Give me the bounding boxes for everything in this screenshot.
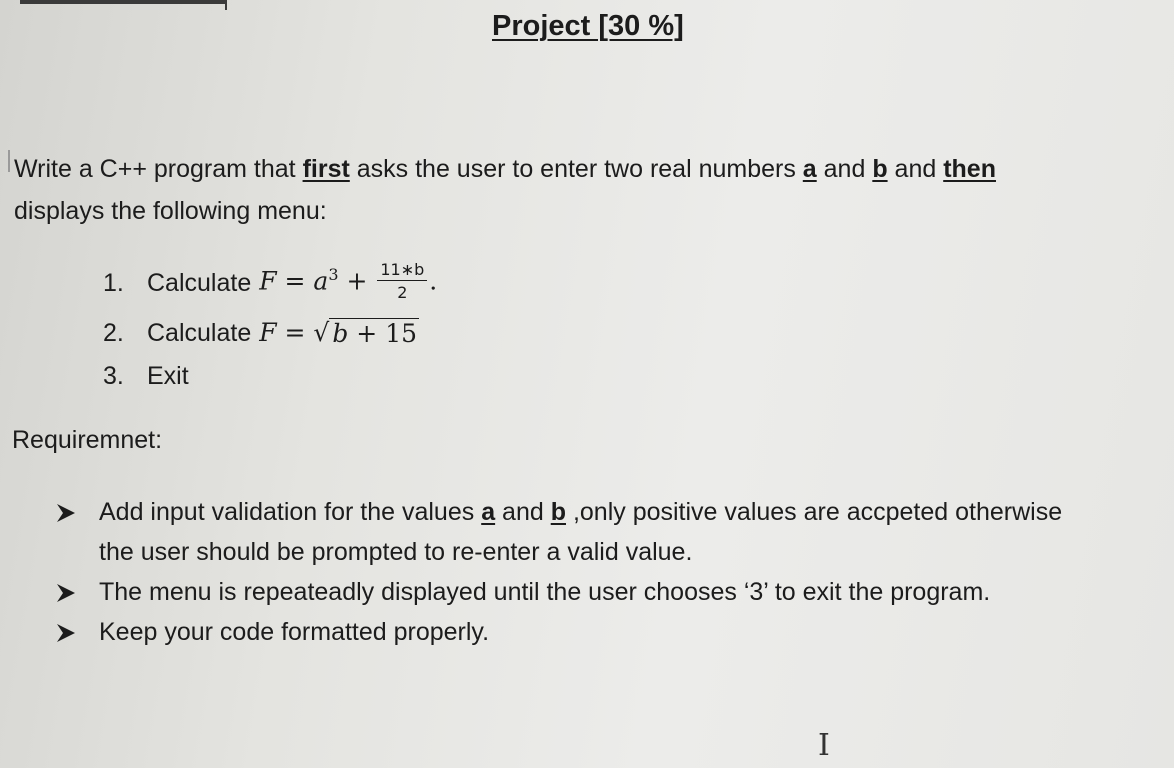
intro-text: asks the user to enter two real numbers [349, 155, 803, 183]
formula-plus: + [346, 266, 368, 296]
formula-1 [251, 262, 437, 304]
top-rule-tick [225, 0, 227, 10]
formula-period: . [429, 266, 438, 296]
requirement-item-repeat-menu [55, 572, 1062, 612]
requirement-text-continued: the user should be prompted to re-enter a valid value. [99, 538, 693, 566]
requirement-variable-a: a [481, 498, 496, 526]
fraction-denominator: 2 [397, 283, 408, 302]
menu-item-label: Calculate [147, 318, 252, 347]
requirements-heading: Requiremnet: [12, 426, 163, 454]
margin-marker [8, 150, 10, 172]
menu-item-calculate-1 [103, 262, 437, 304]
intro-line-1 [14, 148, 996, 190]
fraction-numerator: 11∗b [377, 260, 427, 281]
requirement-text: ,only positive values are accpeted otherwise [566, 498, 1063, 526]
requirement-text: Add input validation for the values [99, 498, 482, 526]
intro-text: and [887, 155, 944, 183]
radicand [329, 318, 419, 348]
arrowhead-bullet-icon [55, 502, 77, 524]
text-cursor-icon: I [818, 728, 830, 763]
intro-line-2: displays the following menu: [14, 197, 327, 225]
formula-lhs: F [259, 318, 277, 347]
intro-text: Write a C++ program that [14, 155, 303, 183]
arrowhead-bullet-icon [55, 582, 77, 604]
requirements-list [55, 492, 1062, 652]
formula-equals: = [284, 266, 306, 296]
menu-item-number: 1. [103, 268, 124, 297]
requirement-text: The menu is repeateadly displayed until the user chooses ‘3’ to exit the program. [99, 578, 991, 606]
menu-item-calculate-2 [103, 318, 419, 348]
intro-emphasis-then: then [943, 155, 996, 183]
square-root [313, 318, 419, 348]
menu-item-number: 2. [103, 318, 124, 347]
requirement-item-validation [55, 492, 1062, 572]
radical-sign: √ [313, 318, 330, 347]
formula-exponent: 3 [328, 265, 339, 285]
formula-2 [251, 318, 419, 348]
radicand-rest: + 15 [348, 319, 418, 348]
formula-base: a [313, 266, 329, 296]
requirement-variable-b: b [550, 498, 566, 526]
intro-emphasis-first: first [302, 155, 350, 183]
menu-item-number: 3. [103, 362, 124, 390]
requirement-text: Keep your code formatted properly. [99, 618, 490, 646]
requirement-text: and [495, 498, 551, 526]
formula-equals: = [284, 318, 306, 347]
formula-fraction [377, 260, 427, 302]
formula-lhs: F [259, 266, 277, 296]
intro-text: and [816, 155, 873, 183]
intro-variable-a: a [802, 155, 817, 183]
page-title: Project [30 %] [492, 10, 684, 42]
requirement-item-formatting [55, 612, 1062, 652]
top-rule [20, 0, 225, 4]
menu-item-label: Exit [147, 362, 189, 390]
menu-item-label: Calculate [147, 268, 252, 297]
intro-variable-b: b [872, 155, 888, 183]
menu-item-exit [103, 362, 189, 391]
intro-paragraph [14, 148, 996, 232]
radicand-variable: b [332, 319, 349, 348]
arrowhead-bullet-icon [55, 622, 77, 644]
